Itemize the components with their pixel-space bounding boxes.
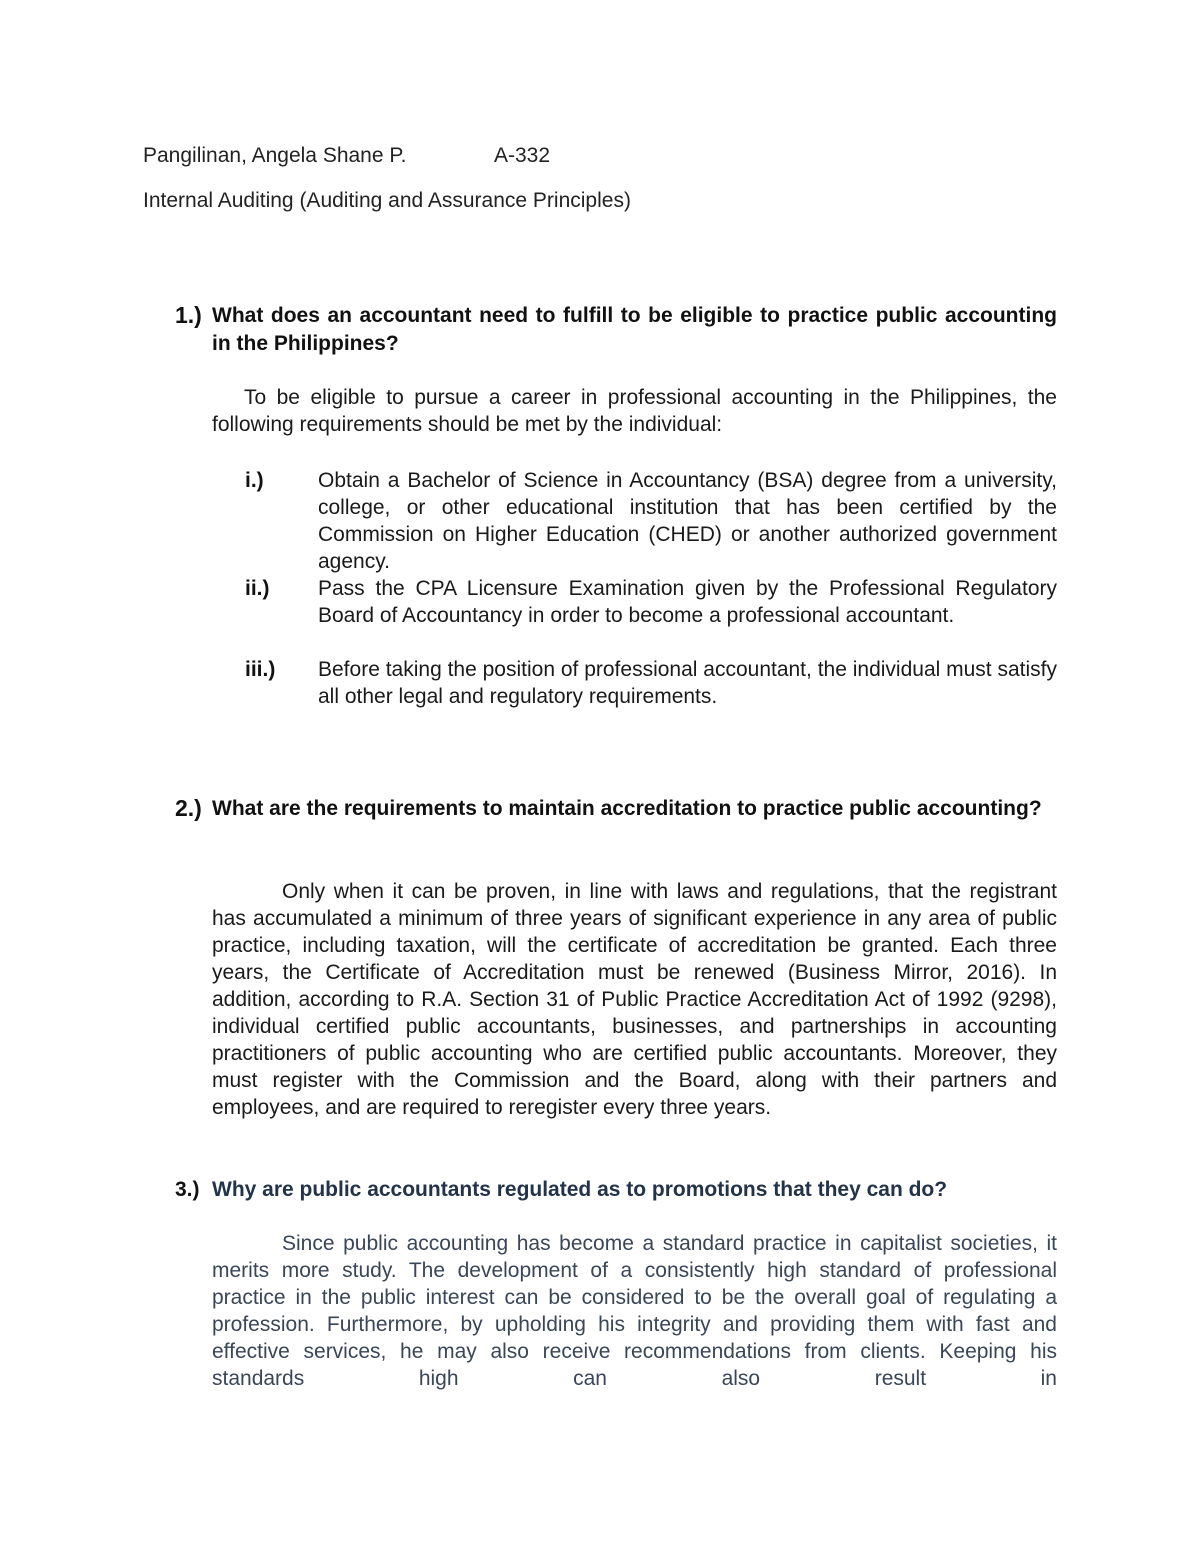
student-name: Pangilinan, Angela Shane P. [143, 144, 407, 167]
question-3-answer: Since public accounting has become a standard practice in capitalist societies, it merits more study. The development of a consistently high standard of professional practice in the public interest can be considered to be the overall goal of regulating a profession. Furthermore, by upholding his integrity and providing them with fast and effective services, he may also receive recommendations from clients. Keeping his standards high can also result in [212, 1232, 1057, 1390]
student-section: A-332 [494, 144, 551, 167]
question-1-text: What does an accountant need to fulfill to be eligible to practice public accounting in the Philippines? [212, 304, 1057, 355]
question-2-number: 2.) [175, 795, 202, 821]
list-item-label: i.) [245, 469, 264, 492]
question-3-number: 3.) [175, 1178, 200, 1201]
question-2-answer: Only when it can be proven, in line with laws and regulations, that the registrant has accumulated a minimum of three years of significant experience in any area of public practice, including taxation, will the certificate of accreditation be granted. Each three years, the Certificate of Accreditation must be renewed (Business Mirror, 2016). In addition, according to R.A. Section 31 of Public Practice Accreditation Act of 1992 (9298), individual certified public accountants, businesses, and partnerships in accounting practitioners of public accounting who are certified public accountants. Moreover, they must register with the Commission and the Board, along with their partners and employees, and are required to reregister every three years. [212, 880, 1057, 1119]
question-1-intro: To be eligible to pursue a career in professional accounting in the Philippines, the following requirements should be met by the individual: [212, 386, 1057, 436]
list-item-text: Before taking the position of professional accountant, the individual must satisfy all other legal and regulatory requirements. [318, 658, 1057, 708]
course-title: Internal Auditing (Auditing and Assurance Principles) [143, 189, 631, 212]
list-item-label: ii.) [245, 577, 270, 600]
list-item-label: iii.) [245, 658, 276, 681]
list-item-text: Obtain a Bachelor of Science in Accountancy (BSA) degree from a university, college, or other educational institution that has been certified by the Commission on Higher Education (CHED) or another authorized government agency. [318, 469, 1057, 573]
list-item-text: Pass the CPA Licensure Examination given by the Professional Regulatory Board of Accountancy in order to become a professional accountant. [318, 577, 1057, 627]
question-2-text: What are the requirements to maintain accreditation to practice public accounting? [212, 797, 1042, 820]
question-3-text: Why are public accountants regulated as to promotions that they can do? [212, 1178, 948, 1201]
question-1-number: 1.) [175, 302, 202, 328]
